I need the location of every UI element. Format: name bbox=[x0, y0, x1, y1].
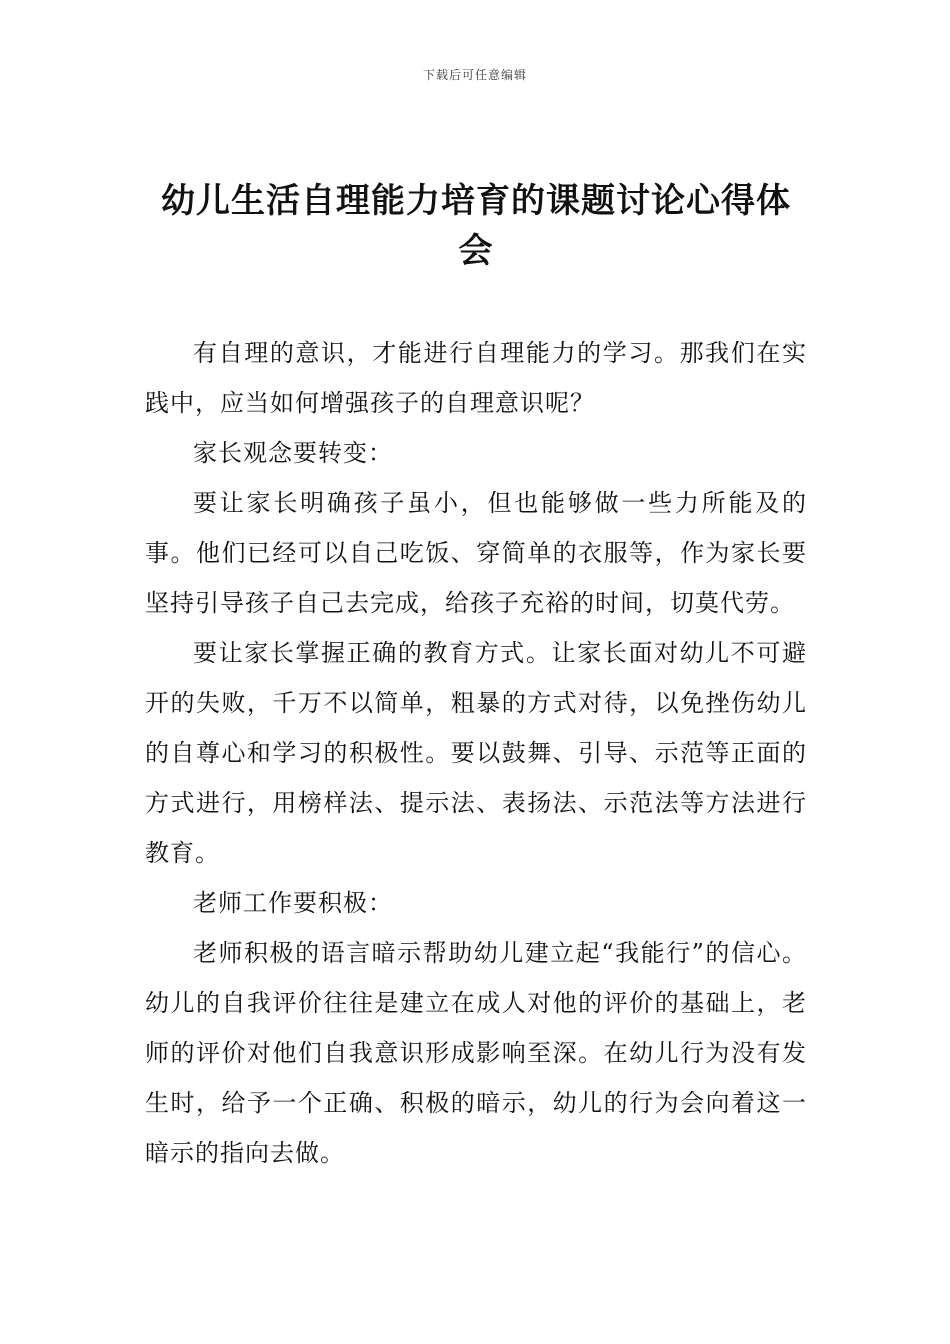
section-heading: 老师工作要积极： bbox=[193, 889, 393, 917]
paragraph: 有自理的意识，才能进行自理能力的学习。那我们在实践中，应当如何增强孩子的自理意识呢？ bbox=[145, 339, 807, 417]
document-body bbox=[145, 328, 807, 1178]
paragraph: 老师积极的语言暗示帮助幼儿建立起“我能行”的信心。幼儿的自我评价往往是建立在成人对他的评价的基础上，老师的评价对他们自我意识形成影响至深。在幼儿行为没有发生时，给予一个正确、积极的暗示，幼儿的行为会向着这一暗示的指向去做。 bbox=[145, 939, 807, 1167]
document-title: 幼儿生活自理能力培育的课题讨论心得体会 bbox=[161, 181, 791, 271]
paragraph: 要让家长掌握正确的教育方式。让家长面对幼儿不可避开的失败，千万不以简单，粗暴的方式对待，以免挫伤幼儿的自尊心和学习的积极性。要以鼓舞、引导、示范等正面的方式进行，用榜样法、提示法、表扬法、示范法等方法进行教育。 bbox=[145, 639, 807, 867]
header-note: 下载后可任意编辑 bbox=[422, 68, 527, 82]
paragraph: 要让家长明确孩子虽小，但也能够做一些力所能及的事。他们已经可以自己吃饭、穿简单的衣服等，作为家长要坚持引导孩子自己去完成，给孩子充裕的时间，切莫代劳。 bbox=[145, 489, 807, 617]
section-heading: 家长观念要转变： bbox=[193, 439, 393, 467]
